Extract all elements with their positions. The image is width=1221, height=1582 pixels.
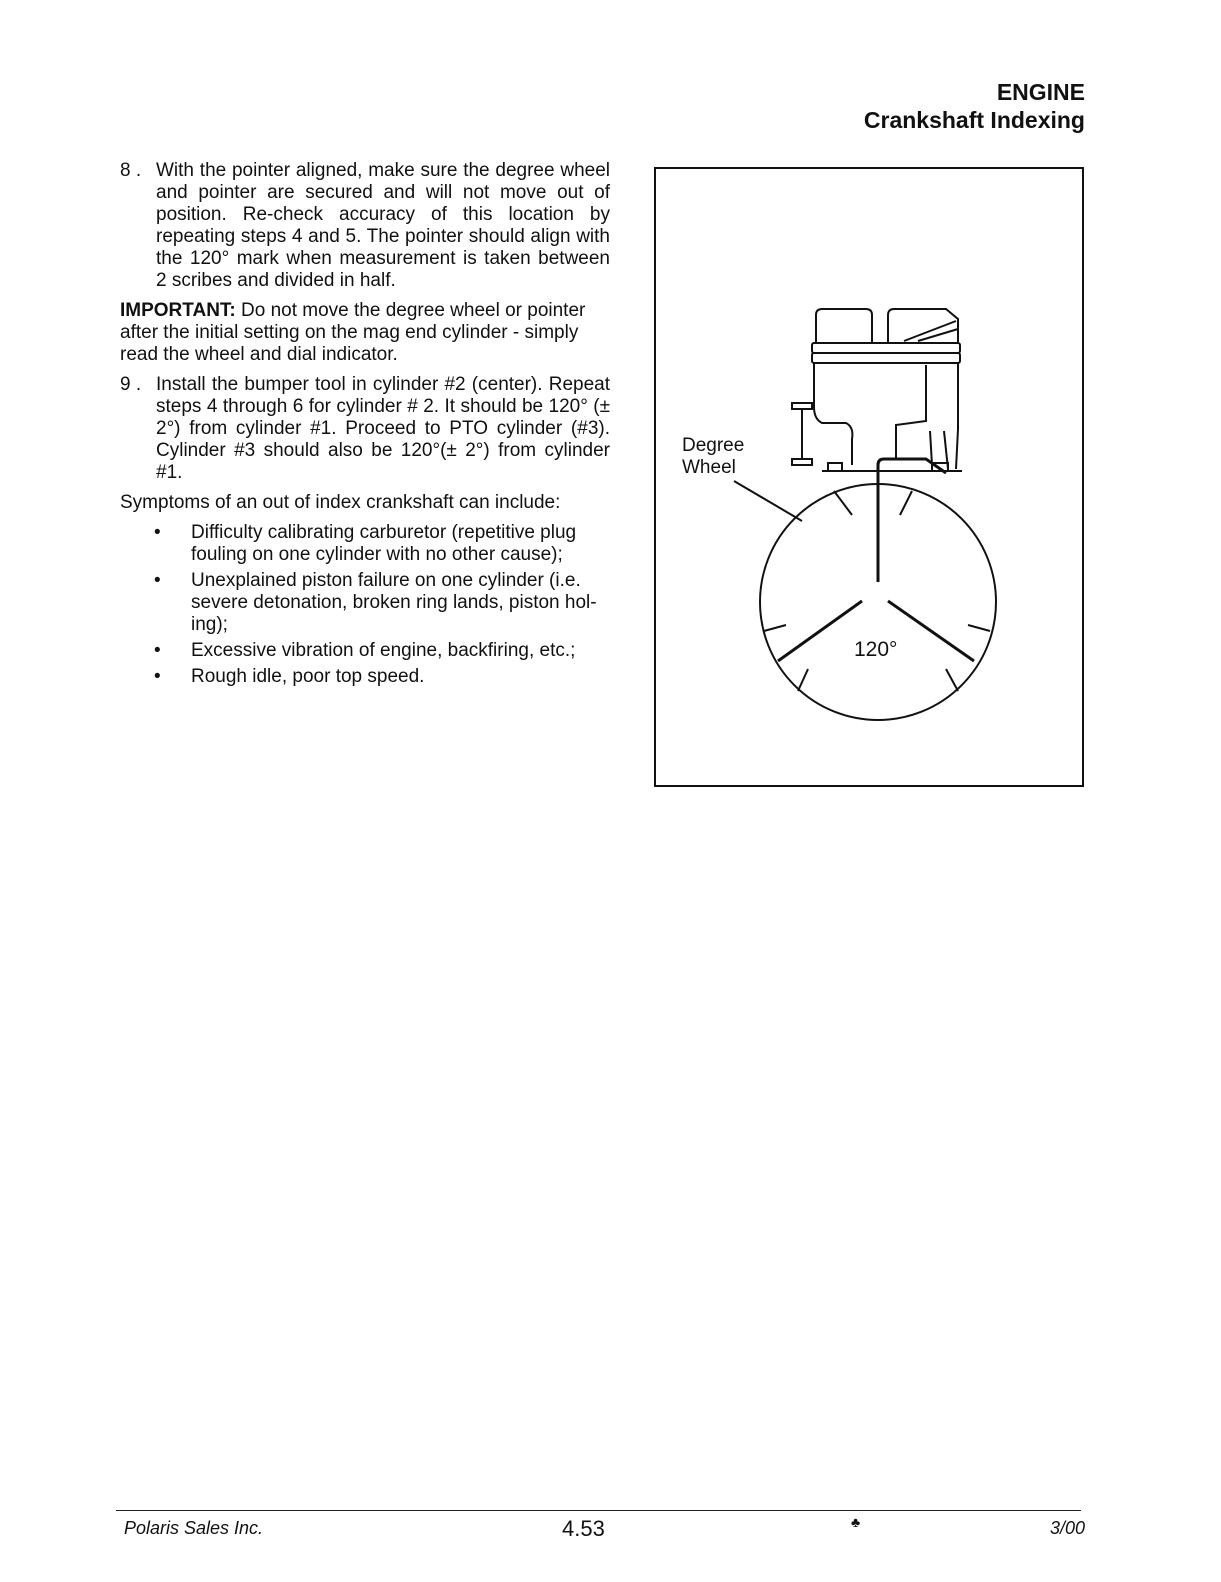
list-item: [154, 570, 610, 636]
cylinder-body-left: [814, 363, 852, 465]
important-label: IMPORTANT:: [120, 300, 236, 321]
chapter-title: ENGINE: [996, 79, 1085, 105]
spoke-right: [888, 601, 974, 661]
bullet-icon: •: [154, 522, 161, 543]
symptoms-list: [120, 522, 610, 688]
footer-divider: [116, 1510, 1081, 1511]
list-item: [154, 640, 610, 662]
step-text: With the pointer aligned, make sure the degree wheel and pointer are secured and will not move out of position. Re-check accuracy of this location by repeating steps 4 and 5. The pointer should align with the 120° mark when measurement is taken between 2 scribes and divided in half.: [156, 160, 610, 291]
step-8: [120, 160, 610, 292]
cylinder-body-right: [956, 363, 958, 469]
bullet-icon: •: [154, 666, 161, 687]
angle-label: 120°: [854, 638, 898, 661]
step-number: 9 .: [120, 374, 142, 395]
tick-mark: [798, 669, 808, 691]
head-band-bottom: [812, 353, 960, 363]
list-item: [154, 666, 610, 688]
stud-lower: [792, 459, 812, 465]
list-item-text: Unexplained piston failure on one cylinder (i.e. severe detonation, broken ring lands, piston hol-ing);: [191, 570, 597, 635]
cylinder-head-left: [816, 309, 872, 343]
tick-mark: [764, 625, 786, 631]
section-title: Crankshaft Indexing: [863, 107, 1085, 133]
step-text: Install the bumper tool in cylinder #2 (center). Repeat steps 4 through 6 for cylinder # 2. It should be 120° (± 2°) from cylinder #1. Proceed to PTO cylinder (#3). Cylinder #3 should also be 120°(± 2°) from cylinder #1.: [156, 374, 610, 483]
tick-mark: [900, 491, 912, 515]
list-item-text: Rough idle, poor top speed.: [191, 666, 425, 687]
page-number: 4.53: [562, 1516, 605, 1541]
spoke-left: [778, 601, 862, 661]
step-9: [120, 374, 610, 484]
text-column: [120, 160, 610, 692]
list-item-text: Excessive vibration of engine, backfiring, etc.;: [191, 640, 576, 661]
bullet-icon: •: [154, 570, 161, 591]
footer-date: 3/00: [1049, 1518, 1085, 1538]
list-item: [154, 522, 610, 566]
list-item-text: Difficulty calibrating carburetor (repetitive plug fouling on one cylinder with no other cause);: [191, 522, 577, 565]
cylinder-head-right: [888, 309, 958, 343]
bolt-left: [828, 463, 842, 471]
important-note: [120, 300, 610, 366]
important-text: Do not move the degree wheel or pointer after the initial setting on the mag end cylinder - simply read the wheel and dial indicator.: [120, 300, 586, 365]
footer-company: Polaris Sales Inc.: [124, 1518, 264, 1538]
bullet-icon: •: [154, 640, 161, 661]
degree-wheel-figure: [654, 167, 1084, 787]
tick-mark: [946, 669, 958, 691]
tick-mark: [834, 491, 852, 515]
step-number: 8 .: [120, 160, 142, 181]
degree-wheel-label: Degree Wheel: [682, 435, 745, 478]
label-leader-line: [734, 481, 802, 521]
stud-upper: [792, 403, 812, 409]
symptoms-intro: Symptoms of an out of index crankshaft can include:: [120, 492, 561, 513]
page-header: [864, 78, 1085, 134]
head-band-top: [812, 343, 960, 353]
club-icon: ♣: [851, 1514, 861, 1530]
tick-mark: [968, 625, 990, 631]
